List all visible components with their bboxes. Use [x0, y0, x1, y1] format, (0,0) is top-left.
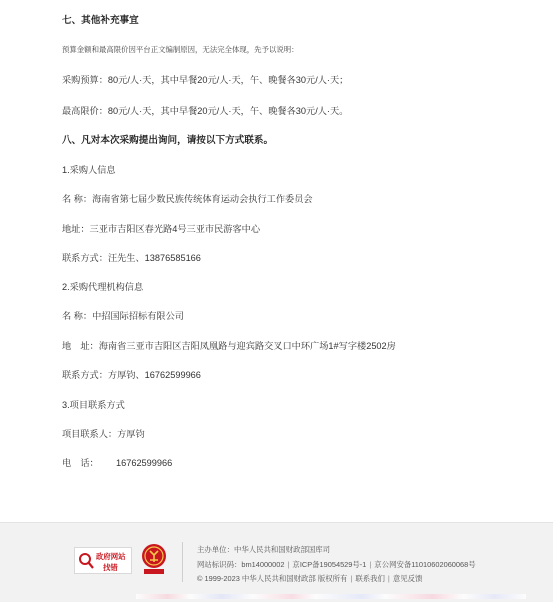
gov-badge-line1: 政府网站	[96, 552, 126, 561]
footer-divider	[182, 542, 183, 582]
agency-address: 地 址：海南省三亚市吉阳区吉阳凤凰路与迎宾路交叉口中环广场1#写字楼2502房	[62, 341, 396, 351]
section7-heading: 七、其他补充事宜	[62, 15, 139, 26]
agency-contact: 联系方式：方厚钧、16762599966	[62, 370, 201, 380]
project-contact-person: 项目联系人：方厚钧	[62, 429, 145, 439]
purchaser-name: 名 称：海南省第七届少数民族传统体育运动会执行工作委员会	[62, 194, 313, 204]
project-contact-title: 3.项目联系方式	[62, 400, 125, 410]
agency-name: 名 称：中招国际招标有限公司	[62, 311, 184, 321]
gov-badge-line2: 找错	[103, 563, 118, 572]
party-organization-emblem-icon[interactable]	[141, 543, 167, 575]
feedback-link[interactable]: 意见反馈	[392, 574, 423, 583]
footer-sponsor: 主办单位：中华人民共和国财政部国库司	[197, 545, 331, 554]
magnifier-icon	[78, 552, 94, 570]
phone-value: 16762599966	[116, 458, 173, 468]
purchaser-contact: 联系方式：汪先生、13876585166	[62, 253, 201, 263]
copyright: © 1999-2023 中华人民共和国财政部 版权所有	[197, 574, 348, 583]
site-code: 网站标识码：bm14000002	[197, 560, 285, 569]
icp-link[interactable]: 京ICP备19054529号-1	[292, 560, 367, 569]
section7-max-price: 最高限价：80元/人·天，其中早餐20元/人·天，午、晚餐各30元/人·天。	[62, 106, 349, 116]
project-contact-phone	[62, 455, 172, 469]
police-record-link[interactable]: 京公网安备11010602060068号	[374, 560, 476, 569]
contact-us-link[interactable]: 联系我们	[355, 574, 385, 583]
section7-note: 预算金额和最高限价因平台正文编制原因，无法完全体现，先予以说明：	[62, 45, 299, 54]
phone-label: 电 话：	[62, 458, 99, 468]
purchaser-title: 1.采购人信息	[62, 165, 116, 175]
agency-title: 2.采购代理机构信息	[62, 282, 144, 292]
purchaser-address: 地址：三亚市吉阳区春光路4号三亚市民游客中心	[62, 224, 261, 234]
section7-budget: 采购预算：80元/人·天，其中早餐20元/人·天，午、晚餐各30元/人·天；	[62, 75, 349, 85]
footer-copyright-row: © 1999-2023 中华人民共和国财政部 版权所有 | 联系我们 | 意见反馈	[197, 574, 423, 583]
footer-registration: 网站标识码：bm14000002 | 京ICP备19054529号-1 | 京公网安备11010602060068号	[197, 560, 476, 569]
section8-heading: 八、凡对本次采购提出询问，请按以下方式联系。	[62, 135, 274, 146]
gov-website-error-report-badge[interactable]	[74, 547, 132, 574]
render-artifact-strip	[136, 594, 526, 599]
